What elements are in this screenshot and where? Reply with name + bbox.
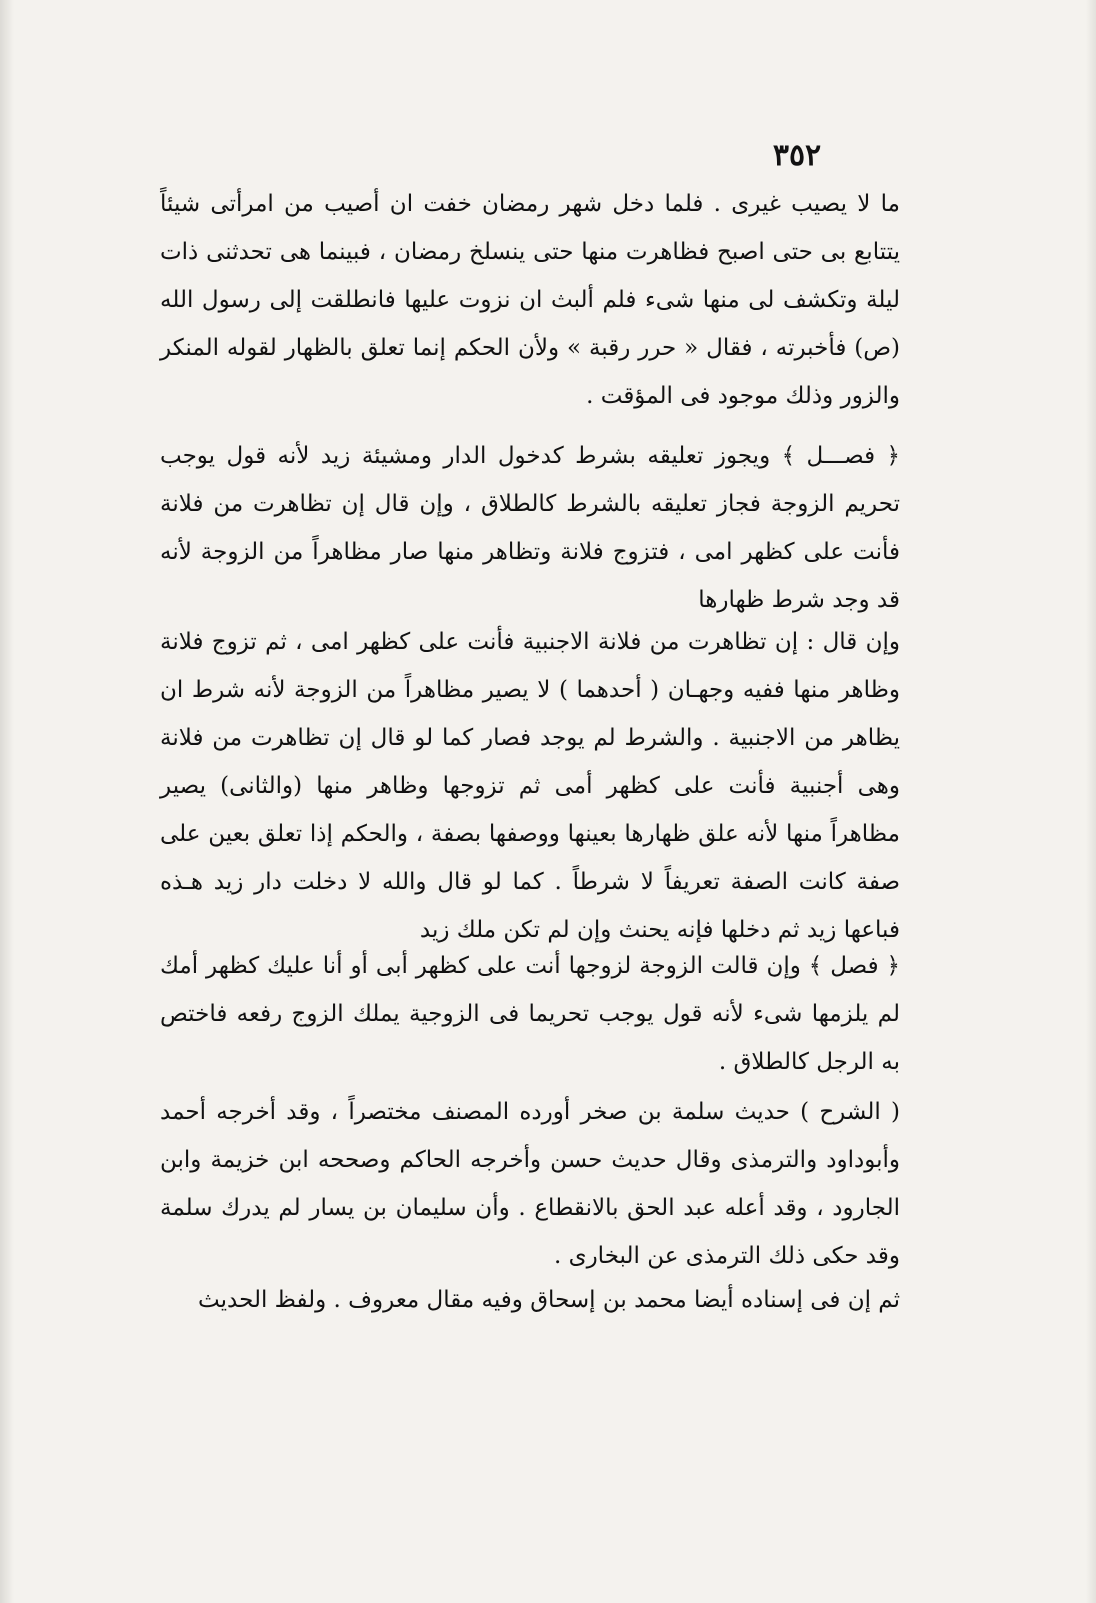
scan-edge-right [1086,0,1096,1603]
paragraph-5: ( الشرح ) حديث سلمة بن صخر أورده المصنف مختصراً ، وقد أخرجه أحمد وأبوداود والترمذى وقال حديث حسن وأخرجه الحاكم وصححه ابن خزيمة وابن الجارود ، وقد أعله عبد الحق بالانقطاع . وأن سليمان بن يسار لم يدرك سلمة وقد حكى ذلك الترمذى عن البخارى . [160,1099,900,1269]
paragraph-6: ثم إن فى إسناده أيضا محمد بن إسحاق وفيه مقال معروف . ولفظ الحديث [198,1287,900,1313]
paragraph-1: ما لا يصيب غيرى . فلما دخل شهر رمضان خفت ان أصيب من امرأتى شيئاً يتتابع بى حتى اصبح فظاهرت منها حتى ينسلخ رمضان ، فبينما هى تحدثنى ذات ليلة وتكشف لى منها شىء فلم ألبث ان نزوت عليها فانطلقت إلى رسول الله (ص) فأخبرته ، فقال « حرر رقبة » ولأن الحكم إنما تعلق بالظهار لقوله المنكر والزور وذلك موجود فى المؤقت . [160,191,900,409]
scan-edge-left [0,0,14,1603]
page-number: ٣٥٢ [772,138,822,173]
paragraph-2: ﴿ فصـــل ﴾ ويجوز تعليقه بشرط كدخول الدار ومشيئة زيد لأنه قول يوجب تحريم الزوجة فجاز تعليقه بالشرط كالطلاق ، وإن قال إن تظاهرت من فلانة فأنت على كظهر امى ، فتزوج فلانة وتظاهر منها صار مظاهراً من الزوجة لأنه قد وجد شرط ظهارها [160,443,900,613]
paragraph-3: وإن قال : إن تظاهرت من فلانة الاجنبية فأنت على كظهر امى ، ثم تزوج فلانة وظاهر منها ففيه وجهـان ( أحدهما ) لا يصير مظاهراً من الزوجة لأنه شرط ان يظاهر من الاجنبية . والشرط لم يوجد فصار كما لو قال إن تظاهرت من فلانة وهى أجنبية فأنت على كظهر أمى ثم تزوجها وظاهر منها (والثانى) يصير مظاهراً منها لأنه علق ظهارها بعينها ووصفها بصفة ، والحكم إذا تعلق بعين على صفة كانت الصفة تعريفاً لا شرطاً . كما لو قال والله لا دخلت دار زيد هـذه فباعها زيد ثم دخلها فإنه يحنث وإن لم تكن ملك زيد [160,629,900,943]
paragraph-4: ﴿ فصل ﴾ وإن قالت الزوجة لزوجها أنت على كظهر أبى أو أنا عليك كظهر أمك لم يلزمها شىء لأنه قول يوجب تحريما فى الزوجية يملك الزوج رفعه فاختص به الرجل كالطلاق . [160,953,900,1075]
